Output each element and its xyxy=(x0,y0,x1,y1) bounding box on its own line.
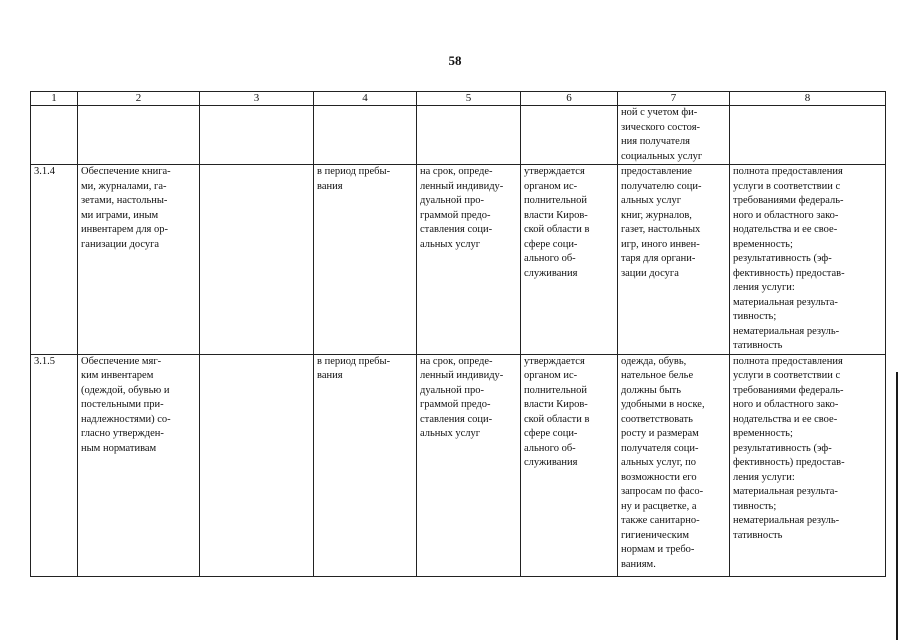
cell-text-line: возможности его xyxy=(621,471,697,483)
cell-col3 xyxy=(200,165,314,355)
cell-service-name xyxy=(78,165,200,355)
cell-text-line: органом ис- xyxy=(524,370,578,381)
cell-text-line: альных услуг xyxy=(420,238,481,250)
cell-text-line: нодательства и ее свое- xyxy=(733,413,838,425)
cell-text-line: фективность) предостав- xyxy=(733,457,845,468)
cell-text-line: материальная результа- xyxy=(733,296,838,308)
cell-text-line: в период пребы- xyxy=(317,166,391,177)
cell-text-line: постельными при- xyxy=(81,399,164,410)
cell-text-line: ального об- xyxy=(524,442,576,454)
cell-period xyxy=(314,165,417,355)
cell-text-line: ми играми, иным xyxy=(81,209,159,221)
cell-text-line: ваниям. xyxy=(621,558,656,570)
cell-col3 xyxy=(200,106,314,165)
cell-text-line: ной с учетом фи- xyxy=(621,107,698,118)
cell-text-line: газет, настольных xyxy=(621,224,701,235)
cell-text-line: временность; xyxy=(733,428,793,439)
cell-text-line: получателя соци- xyxy=(621,442,699,454)
cell-col3 xyxy=(200,354,314,576)
cell-text-line: зического состоя- xyxy=(621,121,701,133)
cell-service-name xyxy=(78,106,200,165)
cell-text-line: ской области в xyxy=(524,413,590,425)
cell-text-line: Обеспечение мяг- xyxy=(81,355,162,367)
scan-edge-line xyxy=(896,372,898,640)
cell-text-line: надлежностями) со- xyxy=(81,413,171,425)
cell-text-line: тивность; xyxy=(733,500,777,512)
cell-text-line: запросам по фасо- xyxy=(621,486,704,497)
cell-text-line: сфере соци- xyxy=(524,428,578,439)
cell-text-line: предоставление xyxy=(621,166,692,177)
cell-text-line: росту и размерам xyxy=(621,428,699,439)
cell-evaluation xyxy=(730,106,886,165)
cell-conditions xyxy=(618,354,730,576)
cell-text-line: Обеспечение книга- xyxy=(81,166,171,177)
cell-text-line: ставления соци- xyxy=(420,413,493,425)
cell-text-line: альных услуг xyxy=(420,428,481,439)
cell-text-line: нательное белье xyxy=(621,370,694,381)
cell-text-line: ставления соци- xyxy=(420,224,493,235)
cell-text-line: ния получателя xyxy=(621,136,690,147)
cell-text-line: гласно утвержден- xyxy=(81,428,164,439)
cell-text-line: дуальной про- xyxy=(420,195,484,206)
cell-text-line: социальных услуг xyxy=(621,150,703,162)
cell-text-line: удобными в носке, xyxy=(621,399,705,410)
cell-period xyxy=(314,354,417,576)
column-number-4: 4 xyxy=(314,92,417,106)
cell-text-line: органом ис- xyxy=(524,180,578,192)
cell-text-line: власти Киров- xyxy=(524,399,588,410)
cell-conditions xyxy=(618,165,730,355)
cell-text-line: граммой предо- xyxy=(420,209,491,221)
table-row xyxy=(31,165,886,355)
cell-term xyxy=(417,165,521,355)
cell-text-line: результативность (эф- xyxy=(733,253,832,264)
page-number: 58 xyxy=(448,53,462,68)
cell-text-line: должны быть xyxy=(621,384,682,396)
cell-text-line: ну и расцветке, а xyxy=(621,500,697,512)
cell-text-line: материальная результа- xyxy=(733,486,838,497)
column-number-7: 7 xyxy=(618,92,730,106)
cell-text-line: ного и областного зако- xyxy=(733,209,839,221)
cell-text-line: гигиеническим xyxy=(621,529,689,541)
cell-authority xyxy=(521,165,618,355)
cell-text-line: альных услуг xyxy=(621,195,682,206)
cell-text-line: служивания xyxy=(524,267,578,279)
cell-text-line: также санитарно- xyxy=(621,515,700,526)
cell-text-line: утверждается xyxy=(524,355,585,367)
cell-text-line: альных услуг, по xyxy=(621,457,696,468)
cell-text-line: получателю соци- xyxy=(621,180,702,192)
cell-text-line: ганизации досуга xyxy=(81,238,160,250)
table-row xyxy=(31,354,886,576)
cell-text-line: нормам и требо- xyxy=(621,544,695,555)
cell-text-line: ленный индивиду- xyxy=(420,180,504,192)
cell-text-line: зации досуга xyxy=(621,267,679,279)
cell-text-line: ления услуги: xyxy=(733,282,795,293)
cell-service-name xyxy=(78,354,200,576)
cell-text-line: на срок, опреде- xyxy=(420,355,493,367)
cell-term xyxy=(417,106,521,165)
column-number-1: 1 xyxy=(31,92,78,106)
cell-text-line: тативность xyxy=(733,529,783,541)
column-number-3: 3 xyxy=(200,92,314,106)
cell-text-line: игр, иного инвен- xyxy=(621,238,700,250)
cell-text-line: нематериальная резуль- xyxy=(733,325,840,337)
cell-item-number xyxy=(31,165,78,355)
cell-text-line: ленный индивиду- xyxy=(420,370,504,381)
cell-conditions xyxy=(618,106,730,165)
cell-text-line: инвентарем для ор- xyxy=(81,224,169,235)
table-row xyxy=(31,106,886,165)
cell-text-line: услуги в соответствии с xyxy=(733,180,841,192)
cell-text-line: граммой предо- xyxy=(420,399,491,410)
cell-text-line: полнота предоставления xyxy=(733,355,843,367)
cell-text-line: временность; xyxy=(733,238,793,250)
cell-item-number xyxy=(31,354,78,576)
cell-term xyxy=(417,354,521,576)
cell-text-line: одежда, обувь, xyxy=(621,355,687,367)
services-table xyxy=(30,91,886,577)
cell-text-line: ми, журналами, га- xyxy=(81,180,167,192)
cell-text-line: 3.1.5 xyxy=(34,355,55,367)
cell-text-line: (одеждой, обувью и xyxy=(81,384,170,396)
cell-text-line: требованиями федераль- xyxy=(733,195,844,206)
cell-text-line: 3.1.4 xyxy=(34,166,55,177)
column-number-2: 2 xyxy=(78,92,200,106)
cell-evaluation xyxy=(730,354,886,576)
cell-text-line: сфере соци- xyxy=(524,238,578,250)
cell-text-line: утверждается xyxy=(524,166,585,177)
cell-text-line: полнительной xyxy=(524,384,587,396)
cell-authority xyxy=(521,354,618,576)
cell-text-line: ления услуги: xyxy=(733,471,795,483)
cell-text-line: тативность xyxy=(733,340,783,351)
cell-text-line: ской области в xyxy=(524,224,590,235)
cell-item-number xyxy=(31,106,78,165)
cell-text-line: в период пребы- xyxy=(317,355,391,367)
cell-text-line: фективность) предостав- xyxy=(733,267,845,279)
header-row xyxy=(31,92,886,106)
cell-text-line: нодательства и ее свое- xyxy=(733,224,838,235)
cell-text-line: ким инвентарем xyxy=(81,370,154,381)
column-number-5: 5 xyxy=(417,92,521,106)
cell-text-line: нематериальная резуль- xyxy=(733,515,840,526)
cell-text-line: ального об- xyxy=(524,253,576,264)
cell-authority xyxy=(521,106,618,165)
cell-text-line: книг, журналов, xyxy=(621,209,692,221)
cell-text-line: результативность (эф- xyxy=(733,442,832,454)
cell-text-line: ного и областного зако- xyxy=(733,399,839,410)
cell-text-line: услуги в соответствии с xyxy=(733,370,841,381)
cell-text-line: полнота предоставления xyxy=(733,166,843,177)
column-number-8: 8 xyxy=(730,92,886,106)
cell-text-line: таря для органи- xyxy=(621,253,696,264)
cell-text-line: ным нормативам xyxy=(81,442,157,454)
cell-evaluation xyxy=(730,165,886,355)
cell-text-line: служивания xyxy=(524,457,578,468)
cell-text-line: на срок, опреде- xyxy=(420,166,493,177)
cell-text-line: полнительной xyxy=(524,195,587,206)
cell-text-line: тивность; xyxy=(733,311,777,322)
cell-text-line: зетами, настольны- xyxy=(81,195,168,206)
column-number-6: 6 xyxy=(521,92,618,106)
cell-text-line: вания xyxy=(317,370,343,381)
cell-text-line: требованиями федераль- xyxy=(733,384,844,396)
cell-period xyxy=(314,106,417,165)
cell-text-line: дуальной про- xyxy=(420,384,484,396)
cell-text-line: соответствовать xyxy=(621,413,693,425)
cell-text-line: вания xyxy=(317,180,343,192)
cell-text-line: власти Киров- xyxy=(524,209,588,221)
